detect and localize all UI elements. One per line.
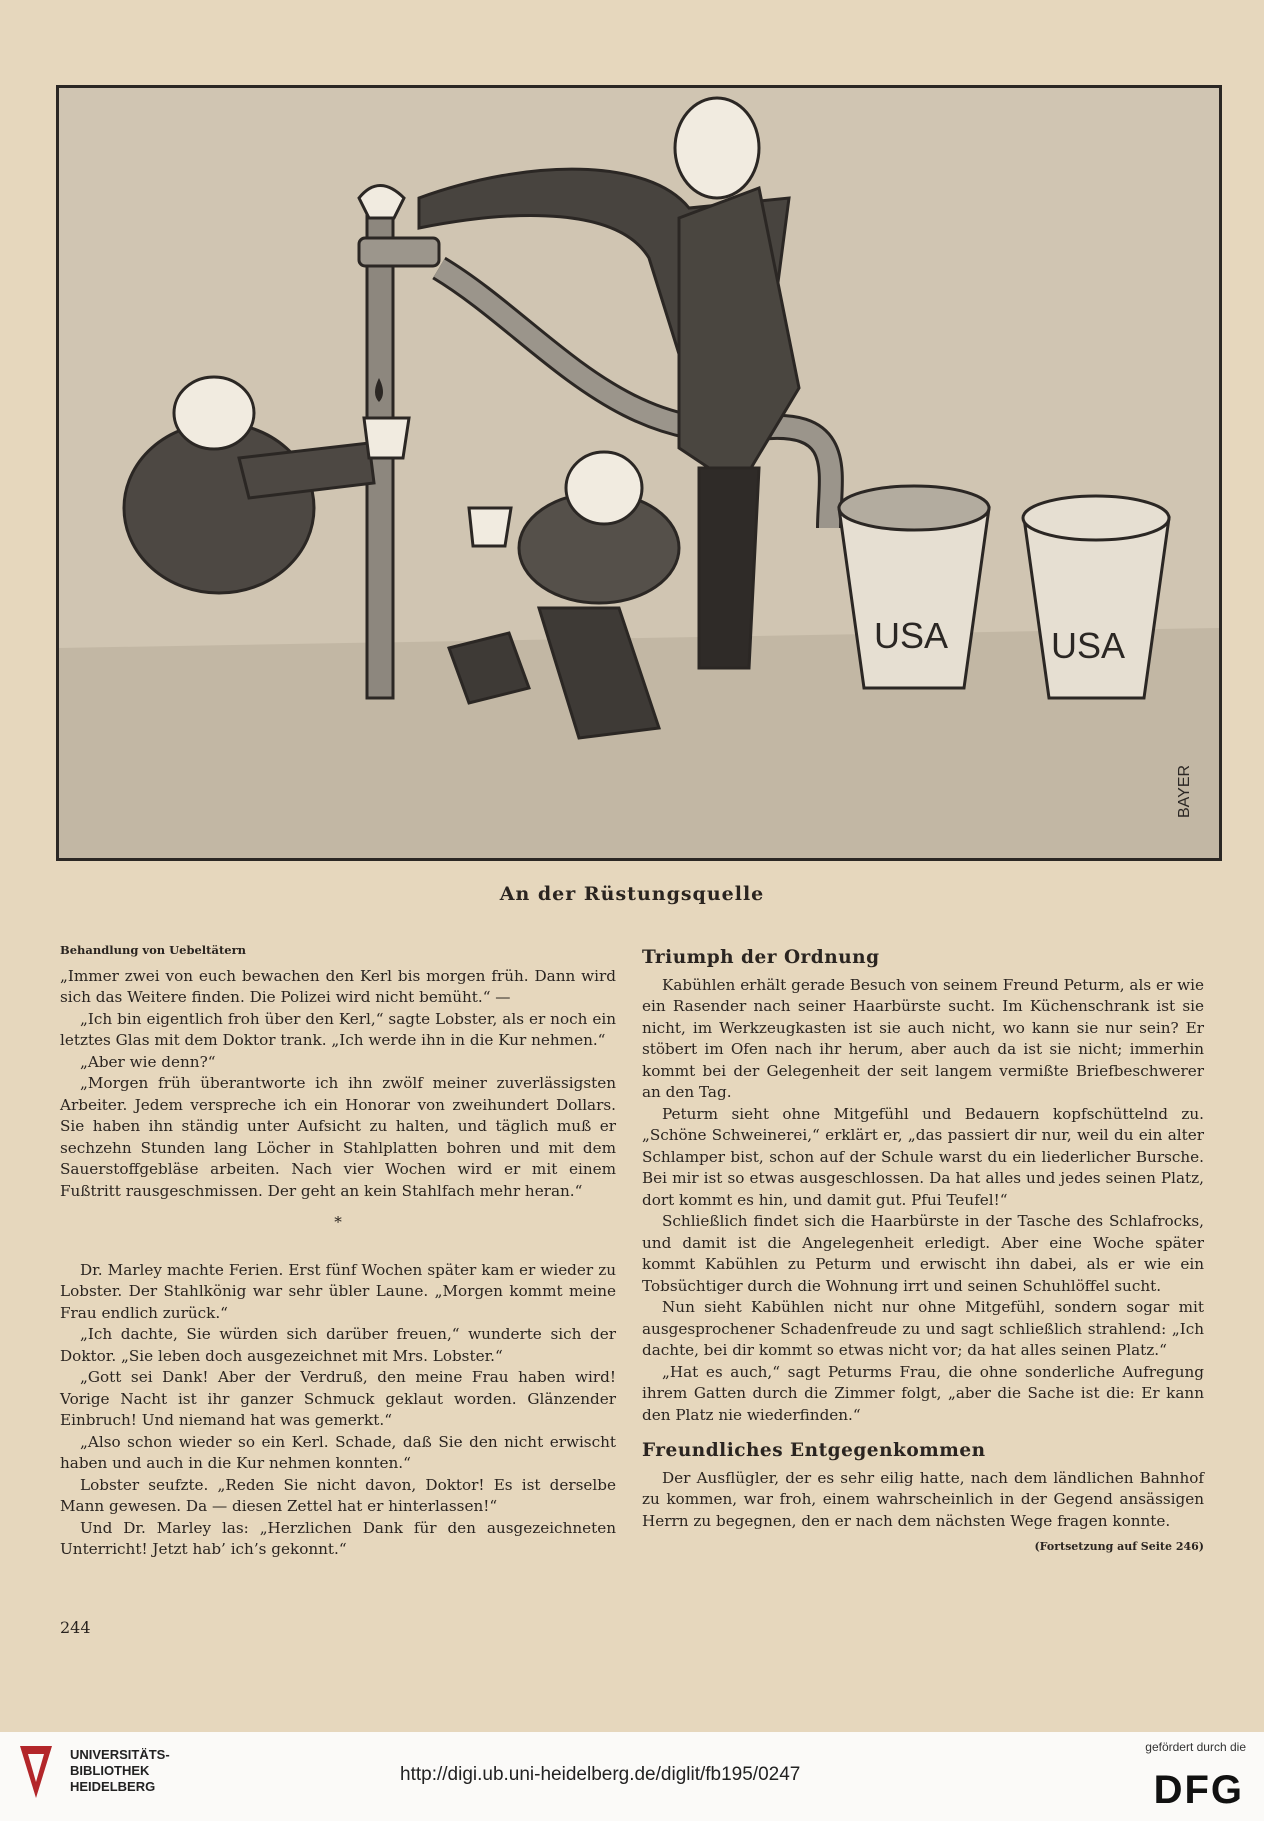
dfg-logo: DFG xyxy=(1153,1768,1244,1812)
right-paragraph: Der Ausflügler, der es sehr eilig hatte, nach dem ländlichen Bahnhof zu kommen, war froh, einem wahrscheinlich in der Gegend ansässigen Herrn zu begegnen, den er nach dem nächsten Wege fragen konnte. xyxy=(642,1468,1204,1530)
digitization-footer xyxy=(0,1732,1264,1821)
sponsor-text: gefördert durch die xyxy=(1145,1740,1246,1754)
left-paragraph: Dr. Marley machte Ferien. Erst fünf Wochen später kam er wieder zu Lobster. Der Stahlkönig war sehr übler Laune. „Morgen kommt meine Frau endlich zurück.“ xyxy=(60,1260,616,1322)
library-line: BIBLIOTHEK xyxy=(70,1763,150,1778)
left-kicker: Behandlung von Uebeltätern xyxy=(60,943,246,957)
library-name xyxy=(70,1747,170,1795)
heading-triumph: Triumph der Ordnung xyxy=(642,947,880,968)
left-paragraph: Und Dr. Marley las: „Herzlichen Dank für den ausgezeichneten Unterricht! Jetzt hab’ ich’s gekonnt.“ xyxy=(60,1518,616,1558)
bucket-label-1: USA xyxy=(874,615,949,656)
left-paragraph: „Ich bin eigentlich froh über den Kerl,“ sagte Lobster, als er noch ein letztes Glas mit dem Doktor trank. „Ich werde ihn in die Kur nehmen.“ xyxy=(60,1009,616,1049)
library-line: UNIVERSITÄTS- xyxy=(70,1747,170,1762)
left-paragraph: Lobster seufzte. „Reden Sie nicht davon, Doktor! Es ist derselbe Mann gewesen. Da — diesen Zettel hat er hinterlassen!“ xyxy=(60,1475,616,1515)
cartoon-caption: An der Rüstungsquelle xyxy=(499,883,765,905)
left-paragraph: „Morgen früh überantworte ich ihn zwölf meiner zuverlässigsten Arbeiter. Jedem verspreche ich ein Honorar von zweihundert Dollars. Sie haben ihn ständig unter Aufsicht zu halten, und täglich muß er sechzehn Stunden lang Löcher in Stahlplatten bohren und mit dem Sauerstoffgebläse arbeiten. Nach vier Wochen wird er mit einem Fußtritt rausgeschmissen. Der geht an kein Stahlfach mehr heran.“ xyxy=(60,1074,616,1200)
university-library-logo-icon xyxy=(16,1742,56,1802)
left-paragraph: „Aber wie denn?“ xyxy=(80,1052,216,1071)
right-paragraph: Peturm sieht ohne Mitgefühl und Bedauern kopfschüttelnd zu. „Schöne Schweinerei,“ erklärt er, „das passiert dir nur, weil du ein alter Schlamper bist, schon auf der Schule warst du ein liederlicher Bursche. Bei mir ist so etwas ausgeschlossen. Da hat alles und jedes seinen Platz, dort kommt es hin, und damit gut. Pfui Teufel!“ xyxy=(642,1104,1204,1209)
bucket-label-2: USA xyxy=(1051,625,1126,666)
right-paragraph: „Hat es auch,“ sagt Peturms Frau, die ohne sonderliche Aufregung ihrem Gatten durch die Zimmer folgt, „aber die Sache ist die: Er kann den Platz nie wiederfinden.“ xyxy=(642,1362,1204,1424)
permalink-url[interactable]: http://digi.ub.uni-heidelberg.de/diglit/fb195/0247 xyxy=(400,1764,801,1785)
right-column xyxy=(642,940,1204,1558)
right-paragraph: Schließlich findet sich die Haarbürste in der Tasche des Schlafrocks, und damit ist die Angelegenheit erledigt. Aber eine Woche später kommt Kabühlen zu Peturm und erwischt ihn dabei, als er wie ein Tobsüchtiger durch die Wohnung irrt und seinen Schuhlöffel sucht. xyxy=(642,1212,1204,1295)
continuation-note: (Fortsetzung auf Seite 246) xyxy=(1034,1540,1204,1553)
section-star: * xyxy=(334,1213,342,1231)
right-paragraph: Kabühlen erhält gerade Besuch von seinem Freund Peturm, als er wie ein Rasender nach seiner Haarbürste sucht. Im Küchenschrank ist sie nicht, im Werkzeugkasten ist sie auch nicht, wo kann sie nur sein? Er stöbert im Ofen nach ihr herum, aber auch da ist sie nicht; immerhin kommt bei der Gelegenheit der seit langem vermißte Briefbeschwerer an den Tag. xyxy=(642,975,1204,1101)
cartoon-illustration xyxy=(56,85,1222,861)
library-line: HEIDELBERG xyxy=(70,1779,156,1794)
left-column xyxy=(60,940,616,1561)
left-paragraph: „Also schon wieder so ein Kerl. Schade, daß Sie den nicht erwischt haben und auch in die Kur nehmen konnten.“ xyxy=(60,1432,616,1472)
left-paragraph: „Ich dachte, Sie würden sich darüber freuen,“ wunderte sich der Doktor. „Sie leben doch ausgezeichnet mit Mrs. Lobster.“ xyxy=(60,1325,616,1365)
left-paragraph: „Immer zwei von euch bewachen den Kerl bis morgen früh. Dann wird sich das Weitere finden. Die Polizei wird nicht bemüht.“ — xyxy=(60,966,616,1006)
artist-signature: BAYER xyxy=(1176,764,1193,818)
right-paragraph: Nun sieht Kabühlen nicht nur ohne Mitgefühl, sondern sogar mit ausgesprochener Schadenfreude zu und sagt schließlich strahlend: „Ich dachte, bei dir kommt so etwas nicht vor; da hat alles seinen Platz.“ xyxy=(642,1298,1204,1359)
page-number: 244 xyxy=(60,1618,91,1637)
cartoon-drawing xyxy=(59,88,1219,858)
left-paragraph: „Gott sei Dank! Aber der Verdruß, den meine Frau haben wird! Vorige Nacht ist ihr ganzer Schmuck geklaut worden. Glänzender Einbruch! Und niemand hat was gemerkt.“ xyxy=(60,1368,616,1429)
heading-entgegenkommen: Freundliches Entgegenkommen xyxy=(642,1440,986,1461)
